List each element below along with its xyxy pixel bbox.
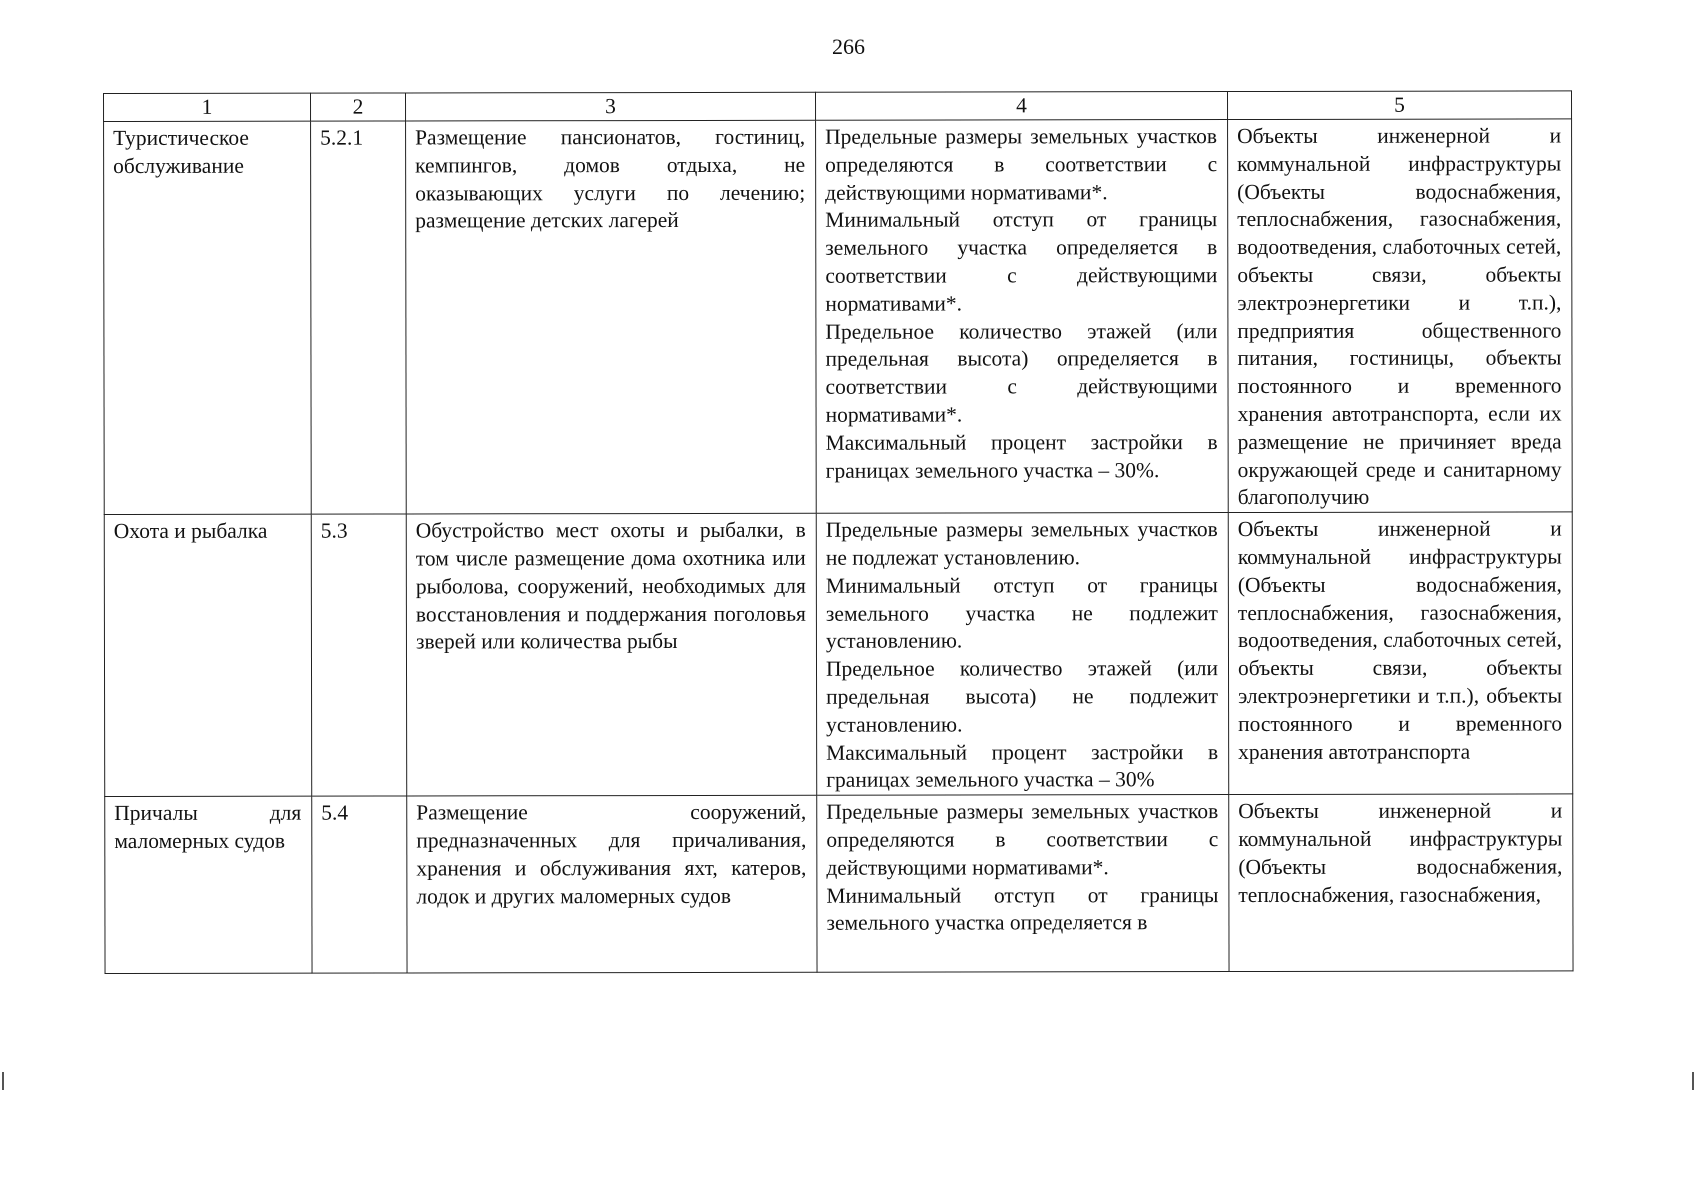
parameter-paragraph: Предельные размеры земельных участков определяются в соответствии с действующими нормативами*. — [825, 124, 1218, 205]
auxiliary-uses-cell — [1229, 794, 1573, 972]
parameters-cell — [817, 795, 1229, 973]
scan-edge-mark-right — [1692, 1072, 1694, 1090]
use-code-cell: 5.3 — [311, 514, 406, 796]
header-cell-1: 1 — [104, 93, 311, 121]
parameter-paragraph: Максимальный процент застройки в границах земельного участка – 30% — [826, 739, 1219, 793]
parameter-paragraph: Минимальный отступ от границы земельного участка не подлежит установлению. — [825, 572, 1218, 654]
parameters-cell — [816, 513, 1228, 796]
use-name-cell: Охота и рыбалка — [104, 514, 311, 796]
use-code-cell: 5.2.1 — [311, 121, 407, 514]
auxiliary-uses-cell: Объекты инженерной и коммунальной инфраструктуры (Объекты водоснабжения, теплоснабжения, газоснабжения, водоотведения, слаботочных сетей, объекты связи, объекты электроэнергетики и т.п.), предприятия общественного питания, гостиницы, объекты постоянного и временного хранения автотранспорта, если их размещение не причиняет вреда окружающей среде и санитарному благополучию — [1228, 119, 1573, 513]
header-cell-4: 4 — [815, 92, 1227, 121]
use-description-cell: Размещение сооружений, предназначенных для причаливания, хранения и обслуживания яхт, катеров, лодок и других маломерных судов — [407, 795, 817, 973]
zoning-table-container — [103, 90, 1573, 974]
parameter-paragraph: Минимальный отступ от границы земельного участка определяется в — [826, 882, 1219, 936]
header-cell-5: 5 — [1227, 91, 1571, 120]
table-row — [104, 119, 1573, 515]
use-description-cell: Размещение пансионатов, гостиниц, кемпингов, домов отдыха, не оказывающих услуги по лечению; размещение детских лагерей — [406, 120, 817, 514]
use-name-cell: Причалы для маломерных судов — [105, 796, 312, 973]
scan-edge-mark-left — [2, 1072, 4, 1090]
use-description-cell: Обустройство мест охоты и рыбалки, в том числе размещение дома охотника или рыболова, сооружений, необходимых для восстановления и поддержания поголовья зверей или количества рыбы — [406, 513, 816, 796]
zoning-table — [103, 90, 1574, 974]
parameter-paragraph: Максимальный процент застройки в границах земельного участка – 30%. — [825, 429, 1218, 483]
parameter-paragraph: Предельное количество этажей (или предельная высота) определяется в соответствии с действующими нормативами*. — [825, 318, 1218, 427]
parameter-paragraph: Предельные размеры земельных участков определяются в соответствии с действующими нормативами*. — [826, 799, 1219, 880]
header-cell-3: 3 — [406, 92, 816, 121]
table-row — [105, 794, 1573, 974]
table-row — [104, 512, 1572, 797]
use-code-cell: 5.4 — [312, 796, 407, 973]
parameter-paragraph: Предельные размеры земельных участков не подлежат установлению. — [825, 517, 1218, 570]
use-name-cell: Туристическое обслуживание — [104, 121, 312, 515]
auxiliary-uses-text: Объекты инженерной и коммунальной инфраструктуры (Объекты водоснабжения, теплоснабжения, газоснабжения, — [1238, 798, 1563, 907]
parameter-paragraph: Минимальный отступ от границы земельного участка определяется в соответствии с действующими нормативами*. — [825, 207, 1218, 316]
page-number: 266 — [832, 34, 865, 59]
table-header-row — [104, 91, 1572, 122]
parameter-paragraph: Предельное количество этажей (или предельная высота) не подлежит установлению. — [825, 656, 1219, 737]
header-cell-2: 2 — [311, 93, 406, 121]
parameters-cell — [816, 120, 1229, 514]
auxiliary-uses-cell: Объекты инженерной и коммунальной инфраструктуры (Объекты водоснабжения, теплоснабжения, газоснабжения, водоотведения, слаботочных сетей, объекты связи, объекты электроэнергетики и т.п.), объекты постоянного и временного хранения автотранспорта — [1228, 512, 1572, 795]
